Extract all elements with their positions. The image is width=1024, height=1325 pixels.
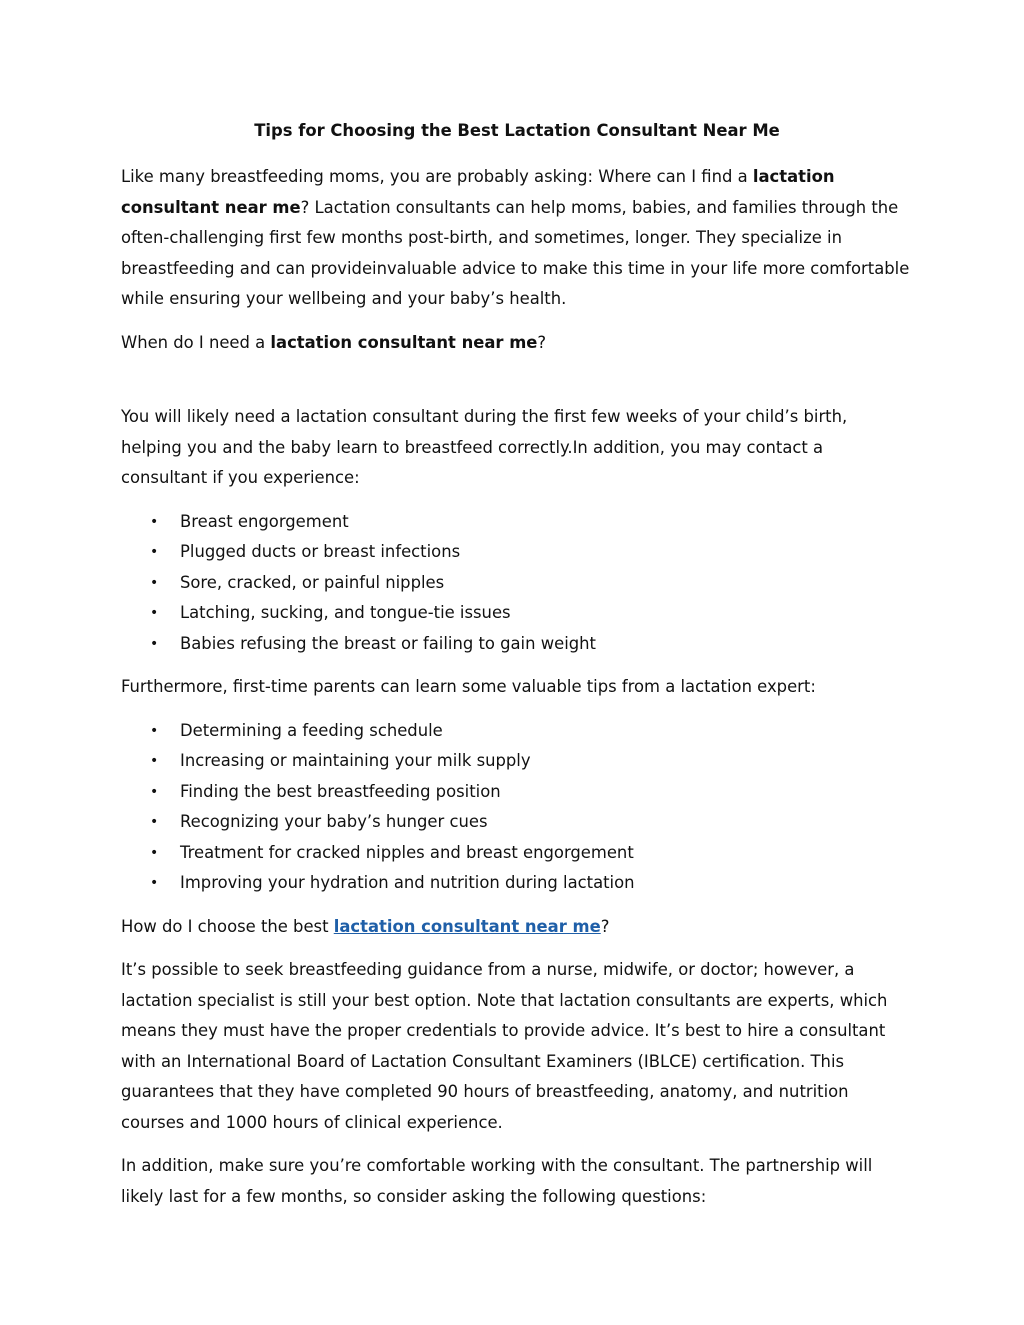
list-item [121, 838, 911, 869]
tips-paragraph: Furthermore, first-time parents can learn some valuable tips from a lactation expert: [121, 677, 816, 696]
question-when-start: When do I need a [121, 332, 271, 352]
bullet-icon: • [150, 814, 159, 830]
bullet-icon: • [150, 783, 159, 800]
lactation-consultant-link[interactable]: lactation consultant near me [333, 916, 601, 936]
question-when-keyword: lactation consultant near me [270, 332, 538, 352]
list-item [121, 537, 911, 568]
list-item-label: Babies refusing the breast or failing to gain weight [180, 633, 596, 653]
list-item-label: Breast engorgement [180, 511, 349, 531]
list-item-label: Determining a feeding schedule [180, 720, 443, 740]
list-item-label: Treatment for cracked nipples and breast engorgement [180, 842, 634, 862]
intro-paragraph [121, 162, 911, 315]
question-when-end: ? [537, 332, 547, 352]
issues-list [121, 507, 911, 660]
comfort-paragraph: In addition, make sure you’re comfortable working with the consultant. The partnership will likely last for a few months, so consider asking the following questions: [121, 1156, 873, 1206]
list-item-label: Recognizing your baby’s hunger cues [180, 812, 488, 831]
intro-keyword: lactation consultant near me [121, 167, 835, 217]
list-item-label: Improving your hydration and nutrition during lactation [180, 873, 635, 892]
list-item [121, 507, 911, 538]
list-item [121, 777, 911, 808]
list-item-label: Finding the best breastfeeding position [180, 781, 501, 801]
question-when-heading [121, 328, 911, 359]
bullet-icon: • [150, 722, 159, 739]
need-paragraph: You will likely need a lactation consultant during the first few weeks of your child’s birth, helping you and the baby learn to breastfeed correctly.In addition, you may contact a consultant if you experience: [121, 407, 848, 487]
choose-paragraph: It’s possible to seek breastfeeding guidance from a nurse, midwife, or doctor; however, a lactation specialist is still your best option. Note that lactation consultants are experts, which means they must have the proper credentials to provide advice. It’s best to hire a consultant with an International Board of Lactation Consultant Examiners (IBLCE) certification. This guarantees that they have completed 90 hours of breastfeeding, anatomy, and nutrition courses and 1000 hours of clinical experience. [121, 960, 888, 1132]
intro-text-rest: ? Lactation consultants can help moms, babies, and families through the often-challenging first few months post-birth, and sometimes, longer. They specialize in breastfeeding and can provideinvaluable advice to make this time in your life more comfortable while ensuring your wellbeing and your baby’s health. [121, 197, 910, 308]
bullet-icon: • [150, 753, 159, 769]
list-item-label: Latching, sucking, and tongue-tie issues [180, 603, 511, 622]
bullet-icon: • [150, 875, 159, 891]
list-item [121, 868, 911, 899]
bullet-icon: • [150, 544, 159, 560]
list-item [121, 629, 911, 660]
question-choose-heading [121, 912, 911, 943]
bullet-icon: • [150, 635, 159, 652]
list-item-label: Plugged ducts or breast infections [180, 542, 461, 561]
tips-list [121, 716, 911, 899]
bullet-icon: • [150, 844, 159, 861]
bullet-icon: • [150, 605, 159, 621]
list-item [121, 716, 911, 747]
question-choose-end: ? [600, 916, 610, 936]
intro-text-start: Like many breastfeeding moms, you are probably asking: Where can I find a [121, 167, 753, 186]
list-item [121, 598, 911, 629]
question-choose-start: How do I choose the best [121, 916, 334, 936]
bullet-icon: • [150, 574, 159, 591]
list-item [121, 746, 911, 777]
list-item [121, 568, 911, 599]
list-item-label: Increasing or maintaining your milk supply [180, 751, 531, 770]
bullet-icon: • [150, 513, 159, 530]
document-page [121, 118, 911, 1225]
document-title: Tips for Choosing the Best Lactation Consultant Near Me [254, 121, 780, 140]
list-item-label: Sore, cracked, or painful nipples [180, 572, 445, 592]
list-item [121, 807, 911, 838]
